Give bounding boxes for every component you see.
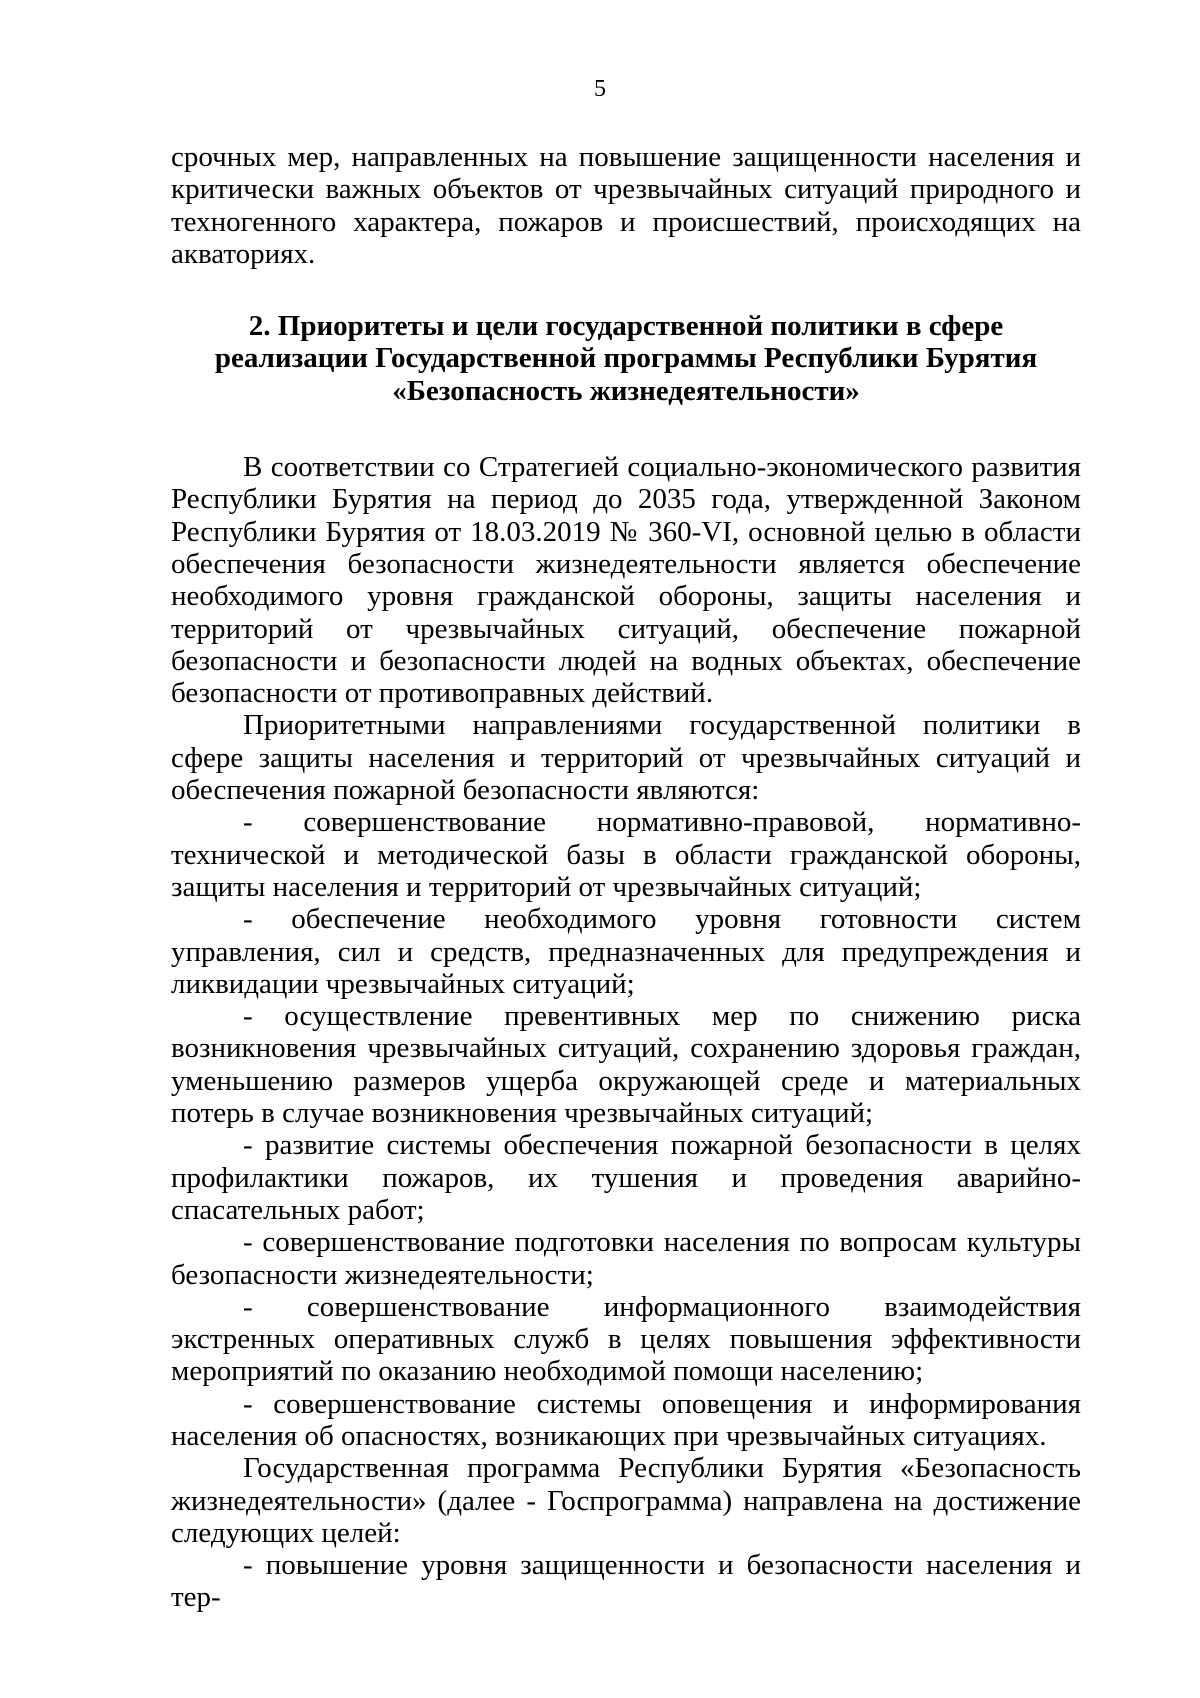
priority-item: - осуществление превентивных мер по снижению риска возникновения чрезвычайных ситуаций, сохранению здоровья граждан, уменьшению размеров ущерба окружающей среде и материальных потерь в случае возникновения чрезвычайных ситуаций; bbox=[171, 1000, 1081, 1130]
section-heading-line-3: «Безопасность жизнедеятельности» bbox=[392, 374, 860, 407]
section-heading bbox=[171, 310, 1081, 407]
priority-item: - совершенствование нормативно-правовой, нормативно-технической и методической базы в области гражданской обороны, защиты населения и территорий от чрезвычайных ситуаций; bbox=[171, 806, 1081, 903]
section-heading-line-1: 2. Приоритеты и цели государственной политики в сфере bbox=[248, 310, 1004, 343]
priority-item: - совершенствование информационного взаимодействия экстренных оперативных служб в целях повышения эффективности мероприятий по оказанию необходимой помощи населению; bbox=[171, 1290, 1081, 1388]
priority-item: - обеспечение необходимого уровня готовности систем управления, сил и средств, предназначенных для предупреждения и ликвидации чрезвычайных ситуаций; bbox=[171, 903, 1081, 1000]
program-goals-intro-paragraph: Государственная программа Республики Бурятия «Безопасность жизнедеятельности» (далее - Госпрограмма) направлена на достижение следующих целей: bbox=[171, 1452, 1081, 1549]
priority-item: - совершенствование подготовки населения по вопросам культуры безопасности жизнедеятельности; bbox=[171, 1226, 1081, 1291]
section-heading-line-2: реализации Государственной программы Республики Бурятия bbox=[214, 342, 1038, 375]
priority-item: - совершенствование системы оповещения и информирования населения об опасностях, возникающих при чрезвычайных ситуациях. bbox=[171, 1387, 1081, 1452]
page-number: 5 bbox=[594, 76, 606, 102]
goal-item: - повышение уровня защищенности и безопасности населения и тер- bbox=[171, 1549, 1081, 1614]
priority-item: - развитие системы обеспечения пожарной безопасности в целях профилактики пожаров, их тушения и проведения аварийно-спасательных работ; bbox=[171, 1129, 1081, 1226]
strategy-paragraph: В соответствии со Стратегией социально-экономического развития Республики Бурятия на период до 2035 года, утвержденной Законом Республики Бурятия от 18.03.2019 № 360-VI, основной целью в области обеспечения безопасности жизнедеятельности является обеспечение необходимого уровня гражданской обороны, защиты населения и территорий от чрезвычайных ситуаций, обеспечение пожарной безопасности и безопасности людей на водных объектах, обеспечение безопасности от противоправных действий. bbox=[171, 451, 1081, 710]
document-body bbox=[171, 141, 1081, 1614]
intro-paragraph: срочных мер, направленных на повышение защищенности населения и критически важных объектов от чрезвычайных ситуаций природного и техногенного характера, пожаров и происшествий, происходящих на акваториях. bbox=[171, 141, 1081, 270]
priorities-intro-paragraph: Приоритетными направлениями государственной политики в сфере защиты населения и территорий от чрезвычайных ситуаций и обеспечения пожарной безопасности являются: bbox=[171, 709, 1081, 807]
